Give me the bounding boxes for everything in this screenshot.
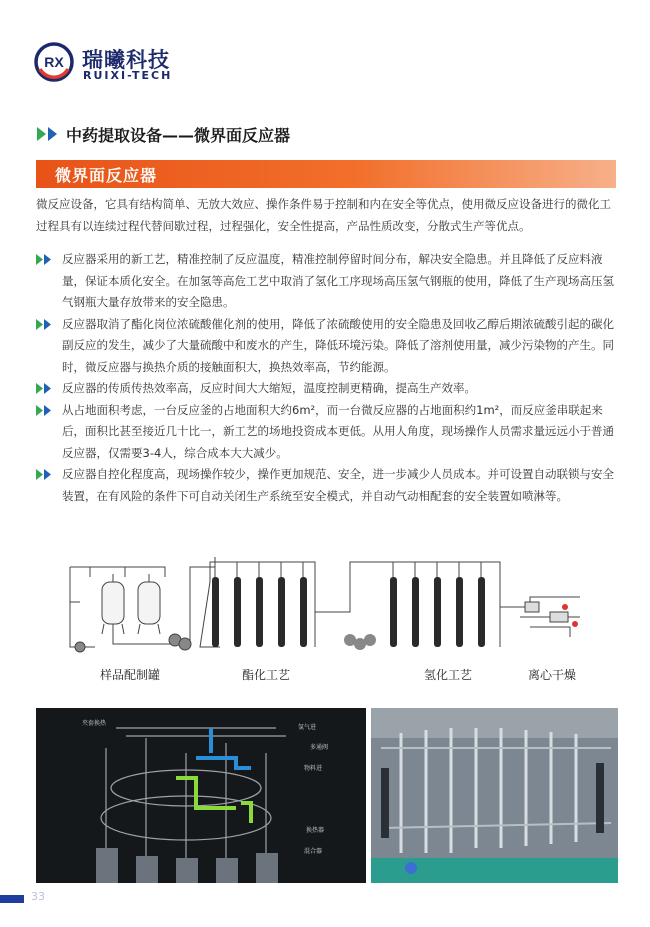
section-title: 中药提取设备——微界面反应器 bbox=[66, 125, 291, 145]
list-item-text: 反应器采用的新工艺，精准控制了反应温度，精准控制停留时间分布，解决安全隐患。并且降低了反应料液量，保证本质化安全。在加氢等高危工艺中取消了氢化工序现场高压氢气钢瓶的使用，降低了生产现场高压氢气钢瓶大量存放带来的安全隐患。 bbox=[62, 252, 614, 309]
render-label: 物料进 bbox=[304, 765, 323, 772]
list-item-text: 反应器的传质传热效率高，反应时间大大缩短，温度控制更精确，提高生产效率。 bbox=[62, 381, 476, 395]
bullet-arrow-icon bbox=[36, 383, 52, 394]
render-label: 换热器 bbox=[306, 827, 325, 834]
list-item-text: 反应器取消了酯化岗位浓硫酸催化剂的使用，降低了浓硫酸使用的安全隐患及回收乙醇后期浓硫酸引起的碳化副反应的发生，减少了大量硫酸中和废水的产生，降低环境污染。降低了溶剂使用量，减少污染物的产生。同时，微反应器与换热介质的接触面积大，换热效率高，节约能源。 bbox=[62, 316, 614, 374]
reactor-3d-render bbox=[36, 708, 366, 883]
bullet-arrow-icon bbox=[36, 254, 52, 265]
list-item-text: 反应器自控化程度高，现场操作较少，操作更加规范、安全，进一步减少人员成本。并可设置自动联锁与安全装置，在有风险的条件下可自动关闭生产系统至安全模式，并自动气动相配套的安全装置如喷淋等。 bbox=[62, 467, 614, 503]
list-item bbox=[36, 249, 620, 314]
footer-accent-bar bbox=[0, 895, 24, 903]
render-label: 多通阀 bbox=[310, 744, 329, 751]
list-item bbox=[36, 400, 620, 465]
page-number: 33 bbox=[31, 890, 45, 903]
reactor-render-graphic bbox=[36, 708, 366, 883]
logo-mark-text: RX bbox=[44, 54, 64, 70]
reactor-equipment-photo bbox=[371, 708, 618, 883]
subsection-banner bbox=[36, 160, 616, 188]
logo-mark-icon bbox=[34, 42, 74, 82]
list-item bbox=[36, 314, 620, 379]
equipment-photo-graphic bbox=[371, 708, 618, 883]
diagram-label: 离心干燥 bbox=[528, 668, 577, 682]
diagram-label: 样品配制罐 bbox=[100, 668, 161, 682]
bullet-arrow-icon bbox=[36, 469, 52, 480]
section-heading bbox=[36, 123, 290, 145]
double-arrow-icon bbox=[36, 126, 60, 142]
intro-paragraph: 微反应设备，它具有结构简单、无放大效应、操作条件易于控制和内在安全等优点，使用微反应设备进行的微化工过程具有以连续过程代替间歇过程，过程强化，安全性提高，产品性质改变，分散式生产等优点。 bbox=[36, 197, 611, 233]
diagram-labels bbox=[0, 666, 650, 686]
bullet-arrow-icon bbox=[36, 319, 52, 330]
bullet-arrow-icon bbox=[36, 405, 52, 416]
list-item bbox=[36, 378, 620, 400]
diagram-label: 酯化工艺 bbox=[242, 668, 291, 682]
render-label: 混合器 bbox=[304, 848, 323, 855]
subsection-title: 微界面反应器 bbox=[55, 166, 158, 185]
render-label: 夹套换热 bbox=[82, 720, 107, 727]
diagram-label: 氢化工艺 bbox=[424, 668, 473, 682]
list-item bbox=[36, 464, 620, 507]
feature-list bbox=[36, 249, 620, 507]
list-item-text: 从占地面积考虑，一台反应釜的占地面积大约6m²，而一台微反应器的占地面积约1m²，而反应釜串联起来后，面积比甚至接近几十比一，新工艺的场地投资成本更低。从用人角度，现场操作人员需求量远远小于普通反应器，仅需要3-4人，综合成本大大减少。 bbox=[62, 402, 614, 460]
company-logo bbox=[34, 42, 224, 88]
logo-name-en: RUIXI-TECH bbox=[83, 69, 173, 82]
render-label: 氢气进 bbox=[298, 724, 317, 731]
logo-name-cn: 瑞曦科技 bbox=[82, 48, 170, 72]
